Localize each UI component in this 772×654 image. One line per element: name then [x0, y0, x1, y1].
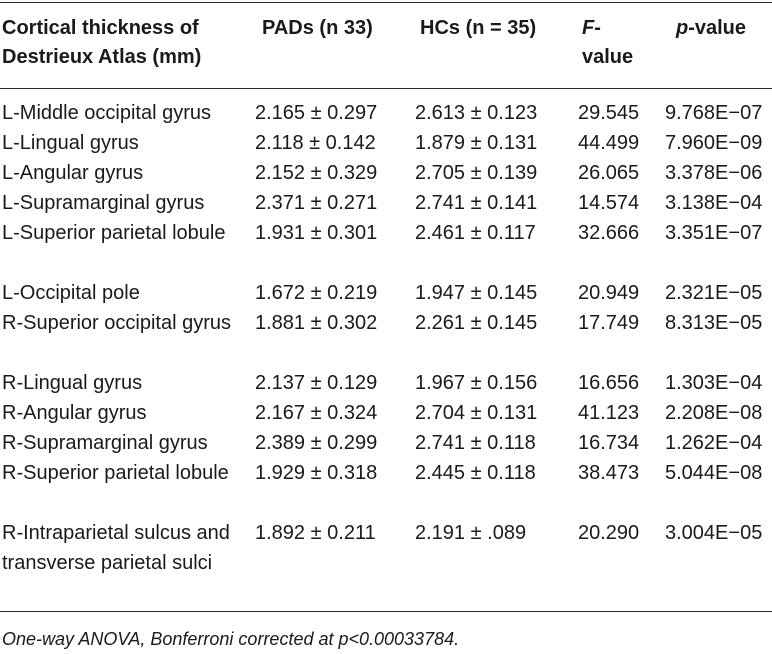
cell-hcs: 2.191 ± .089 [415, 522, 527, 544]
table-bottom-rule [0, 611, 772, 612]
table-row [0, 458, 772, 518]
cell-pads: 1.892 ± 0.211 [255, 522, 376, 544]
header-f-line2: value [582, 46, 634, 68]
cell-hcs: 1.967 ± 0.156 [415, 372, 538, 394]
table-row [0, 188, 772, 218]
header-region-line2: Destrieux Atlas (mm) [2, 46, 202, 68]
cell-region: L-Lingual gyrus [2, 132, 139, 154]
cell-f-value: 44.499 [578, 132, 640, 154]
cell-f-value: 16.734 [578, 432, 640, 454]
cell-hcs: 2.261 ± 0.145 [415, 312, 538, 334]
table-row [0, 158, 772, 188]
cell-p-value: 5.044E−08 [665, 462, 763, 484]
cell-region: R-Superior parietal lobule [2, 462, 229, 484]
cell-p-value: 1.303E−04 [665, 372, 763, 394]
cell-pads: 2.152 ± 0.329 [255, 162, 378, 184]
cell-f-value: 29.545 [578, 102, 640, 124]
cell-p-value: 8.313E−05 [665, 312, 763, 334]
cell-pads: 2.118 ± 0.142 [255, 132, 376, 154]
cell-region: R-Supramarginal gyrus [2, 432, 208, 454]
cell-p-value: 7.960E−09 [665, 132, 763, 154]
cell-hcs: 2.705 ± 0.139 [415, 162, 538, 184]
cell-hcs: 2.704 ± 0.131 [415, 402, 538, 424]
cell-pads: 1.672 ± 0.219 [255, 282, 378, 304]
cell-p-value: 1.262E−04 [665, 432, 763, 454]
cell-pads: 1.881 ± 0.302 [255, 312, 378, 334]
table-header-rule [0, 88, 772, 89]
cell-region: R-Angular gyrus [2, 402, 147, 424]
cell-f-value: 14.574 [578, 192, 640, 214]
table-row [0, 398, 772, 428]
table-top-rule [0, 2, 772, 3]
cell-f-value: 38.473 [578, 462, 640, 484]
header-f-value [582, 14, 642, 72]
header-pads: PADs (n 33) [262, 17, 373, 39]
cell-p-value: 3.378E−06 [665, 162, 763, 184]
cell-p-value: 2.321E−05 [665, 282, 763, 304]
cell-region: L-Middle occipital gyrus [2, 102, 211, 124]
cell-pads: 1.929 ± 0.318 [255, 462, 378, 484]
header-f-dash: - [594, 17, 601, 39]
cell-region: L-Superior parietal lobule [2, 222, 226, 244]
cell-f-value: 32.666 [578, 222, 640, 244]
cell-hcs: 2.741 ± 0.118 [415, 432, 536, 454]
header-p-value [676, 14, 772, 43]
cell-hcs: 1.947 ± 0.145 [415, 282, 538, 304]
cell-region: L-Occipital pole [2, 282, 140, 304]
cell-f-value: 26.065 [578, 162, 640, 184]
cell-hcs: 1.879 ± 0.131 [415, 132, 538, 154]
cell-region: L-Supramarginal gyrus [2, 192, 205, 214]
cell-region: R-Superior occipital gyrus [2, 312, 231, 334]
table-row [0, 428, 772, 458]
cell-f-value: 20.290 [578, 522, 640, 544]
header-region-line1: Cortical thickness of [2, 17, 199, 39]
header-region [2, 14, 252, 72]
cell-p-value: 9.768E−07 [665, 102, 763, 124]
cell-pads: 2.371 ± 0.271 [255, 192, 378, 214]
header-hcs: HCs (n = 35) [420, 17, 537, 39]
cell-p-value: 3.004E−05 [665, 522, 763, 544]
cell-pads: 2.165 ± 0.297 [255, 102, 378, 124]
table-row [0, 128, 772, 158]
table-footnote: One-way ANOVA, Bonferroni corrected at p<0.00033784. [2, 629, 460, 649]
header-f-letter: F [582, 17, 595, 39]
table-row [0, 368, 772, 398]
cell-f-value: 17.749 [578, 312, 640, 334]
header-p-rest: -value [688, 17, 747, 39]
cell-pads: 1.931 ± 0.301 [255, 222, 378, 244]
cell-p-value: 2.208E−08 [665, 402, 763, 424]
cell-pads: 2.137 ± 0.129 [255, 372, 378, 394]
cell-pads: 2.389 ± 0.299 [255, 432, 378, 454]
table-body [0, 98, 772, 608]
cell-hcs: 2.445 ± 0.118 [415, 462, 536, 484]
cell-hcs: 2.741 ± 0.141 [415, 192, 538, 214]
cell-f-value: 16.656 [578, 372, 640, 394]
header-p-letter: p [676, 17, 689, 39]
cell-region: L-Angular gyrus [2, 162, 144, 184]
table-row [0, 518, 772, 608]
cell-f-value: 41.123 [578, 402, 640, 424]
cell-f-value: 20.949 [578, 282, 640, 304]
table-row [0, 308, 772, 368]
cell-p-value: 3.351E−07 [665, 222, 763, 244]
cell-hcs: 2.613 ± 0.123 [415, 102, 538, 124]
table-row [0, 218, 772, 278]
table-row [0, 98, 772, 128]
cell-pads: 2.167 ± 0.324 [255, 402, 378, 424]
cell-hcs: 2.461 ± 0.117 [415, 222, 536, 244]
cell-p-value: 3.138E−04 [665, 192, 763, 214]
cell-region: R-Lingual gyrus [2, 372, 143, 394]
cell-region: R-Intraparietal sulcus and transverse parietal sulci [2, 522, 230, 574]
table-row [0, 278, 772, 308]
